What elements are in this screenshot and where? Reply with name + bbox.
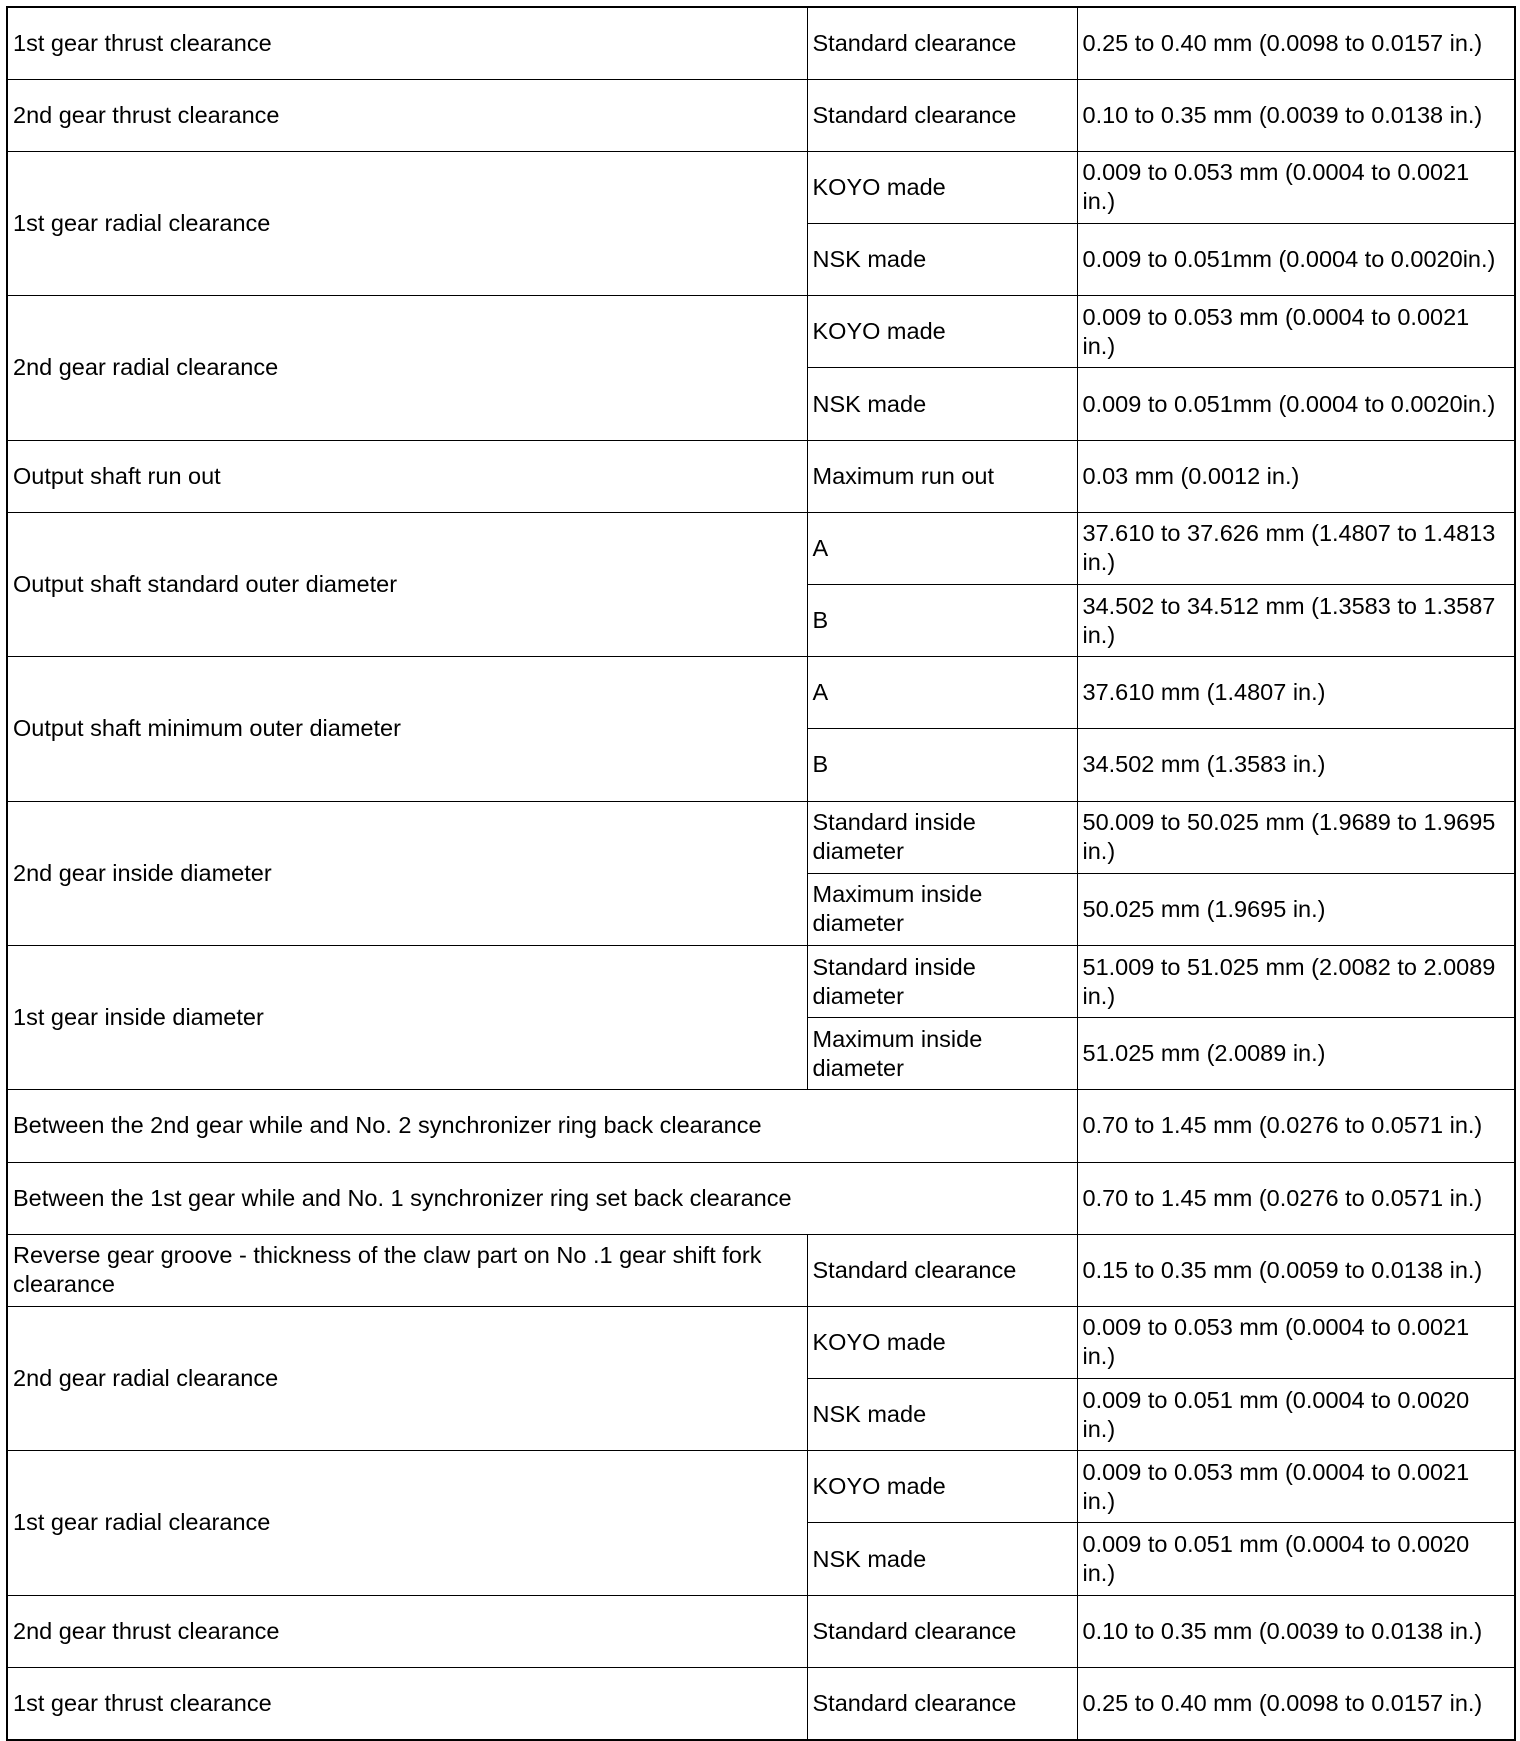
condition-cell: B (807, 585, 1077, 657)
item-cell: 1st gear radial clearance (7, 151, 807, 295)
value-cell: 0.10 to 0.35 mm (0.0039 to 0.0138 in.) (1077, 1595, 1515, 1667)
value-cell: 50.009 to 50.025 mm (1.9689 to 1.9695 in.) (1077, 801, 1515, 873)
value-cell: 34.502 mm (1.3583 in.) (1077, 729, 1515, 801)
value-cell: 0.009 to 0.053 mm (0.0004 to 0.0021 in.) (1077, 1306, 1515, 1378)
table-row (7, 1234, 1515, 1306)
condition-cell: Standard clearance (807, 1667, 1077, 1739)
condition-cell: Standard clearance (807, 7, 1077, 79)
value-cell: 0.25 to 0.40 mm (0.0098 to 0.0157 in.) (1077, 7, 1515, 79)
value-cell: 50.025 mm (1.9695 in.) (1077, 873, 1515, 945)
table-row (7, 1451, 1515, 1523)
condition-cell: NSK made (807, 224, 1077, 296)
condition-cell: A (807, 657, 1077, 729)
value-cell: 0.25 to 0.40 mm (0.0098 to 0.0157 in.) (1077, 1667, 1515, 1739)
value-cell: 37.610 to 37.626 mm (1.4807 to 1.4813 in.) (1077, 512, 1515, 584)
condition-cell: NSK made (807, 1523, 1077, 1595)
item-cell: 1st gear thrust clearance (7, 7, 807, 79)
table-row (7, 79, 1515, 151)
item-cell: 2nd gear radial clearance (7, 296, 807, 440)
value-cell: 0.009 to 0.053 mm (0.0004 to 0.0021 in.) (1077, 151, 1515, 223)
item-cell: Between the 2nd gear while and No. 2 synchronizer ring back clearance (7, 1090, 1077, 1162)
value-cell: 0.70 to 1.45 mm (0.0276 to 0.0571 in.) (1077, 1090, 1515, 1162)
table-row (7, 440, 1515, 512)
condition-cell: Maximum inside diameter (807, 1018, 1077, 1090)
item-cell: Output shaft minimum outer diameter (7, 657, 807, 801)
table-row (7, 296, 1515, 368)
table-row (7, 1667, 1515, 1739)
table-row (7, 7, 1515, 79)
table-row (7, 512, 1515, 584)
condition-cell: KOYO made (807, 1306, 1077, 1378)
value-cell: 0.70 to 1.45 mm (0.0276 to 0.0571 in.) (1077, 1162, 1515, 1234)
item-cell: Output shaft standard outer diameter (7, 512, 807, 656)
table-row (7, 1162, 1515, 1234)
table-row (7, 657, 1515, 729)
value-cell: 0.03 mm (0.0012 in.) (1077, 440, 1515, 512)
item-cell: Reverse gear groove - thickness of the claw part on No .1 gear shift fork clearance (7, 1234, 807, 1306)
table-row (7, 1090, 1515, 1162)
condition-cell: Standard clearance (807, 1595, 1077, 1667)
condition-cell: KOYO made (807, 296, 1077, 368)
table-row (7, 1306, 1515, 1378)
condition-cell: Standard clearance (807, 79, 1077, 151)
condition-cell: Standard inside diameter (807, 945, 1077, 1017)
item-cell: Output shaft run out (7, 440, 807, 512)
specification-table (6, 6, 1516, 1741)
item-cell: 2nd gear inside diameter (7, 801, 807, 945)
value-cell: 0.009 to 0.051mm (0.0004 to 0.0020in.) (1077, 224, 1515, 296)
condition-cell: Standard inside diameter (807, 801, 1077, 873)
value-cell: 0.009 to 0.053 mm (0.0004 to 0.0021 in.) (1077, 296, 1515, 368)
value-cell: 0.009 to 0.051 mm (0.0004 to 0.0020 in.) (1077, 1379, 1515, 1451)
item-cell: 2nd gear thrust clearance (7, 1595, 807, 1667)
value-cell: 0.15 to 0.35 mm (0.0059 to 0.0138 in.) (1077, 1234, 1515, 1306)
condition-cell: NSK made (807, 368, 1077, 440)
value-cell: 0.10 to 0.35 mm (0.0039 to 0.0138 in.) (1077, 79, 1515, 151)
condition-cell: B (807, 729, 1077, 801)
item-cell: 1st gear inside diameter (7, 945, 807, 1089)
table-row (7, 801, 1515, 873)
table-row (7, 945, 1515, 1017)
value-cell: 34.502 to 34.512 mm (1.3583 to 1.3587 in.) (1077, 585, 1515, 657)
condition-cell: KOYO made (807, 1451, 1077, 1523)
value-cell: 37.610 mm (1.4807 in.) (1077, 657, 1515, 729)
value-cell: 0.009 to 0.051 mm (0.0004 to 0.0020 in.) (1077, 1523, 1515, 1595)
table-row (7, 151, 1515, 223)
condition-cell: Maximum inside diameter (807, 873, 1077, 945)
item-cell: 2nd gear radial clearance (7, 1306, 807, 1450)
condition-cell: A (807, 512, 1077, 584)
item-cell: 1st gear radial clearance (7, 1451, 807, 1595)
item-cell: 1st gear thrust clearance (7, 1667, 807, 1739)
condition-cell: Standard clearance (807, 1234, 1077, 1306)
table-row (7, 1595, 1515, 1667)
condition-cell: KOYO made (807, 151, 1077, 223)
condition-cell: NSK made (807, 1379, 1077, 1451)
value-cell: 51.009 to 51.025 mm (2.0082 to 2.0089 in.) (1077, 945, 1515, 1017)
item-cell: Between the 1st gear while and No. 1 synchronizer ring set back clearance (7, 1162, 1077, 1234)
specification-table-body (7, 7, 1515, 1740)
value-cell: 0.009 to 0.053 mm (0.0004 to 0.0021 in.) (1077, 1451, 1515, 1523)
value-cell: 0.009 to 0.051mm (0.0004 to 0.0020in.) (1077, 368, 1515, 440)
item-cell: 2nd gear thrust clearance (7, 79, 807, 151)
condition-cell: Maximum run out (807, 440, 1077, 512)
value-cell: 51.025 mm (2.0089 in.) (1077, 1018, 1515, 1090)
